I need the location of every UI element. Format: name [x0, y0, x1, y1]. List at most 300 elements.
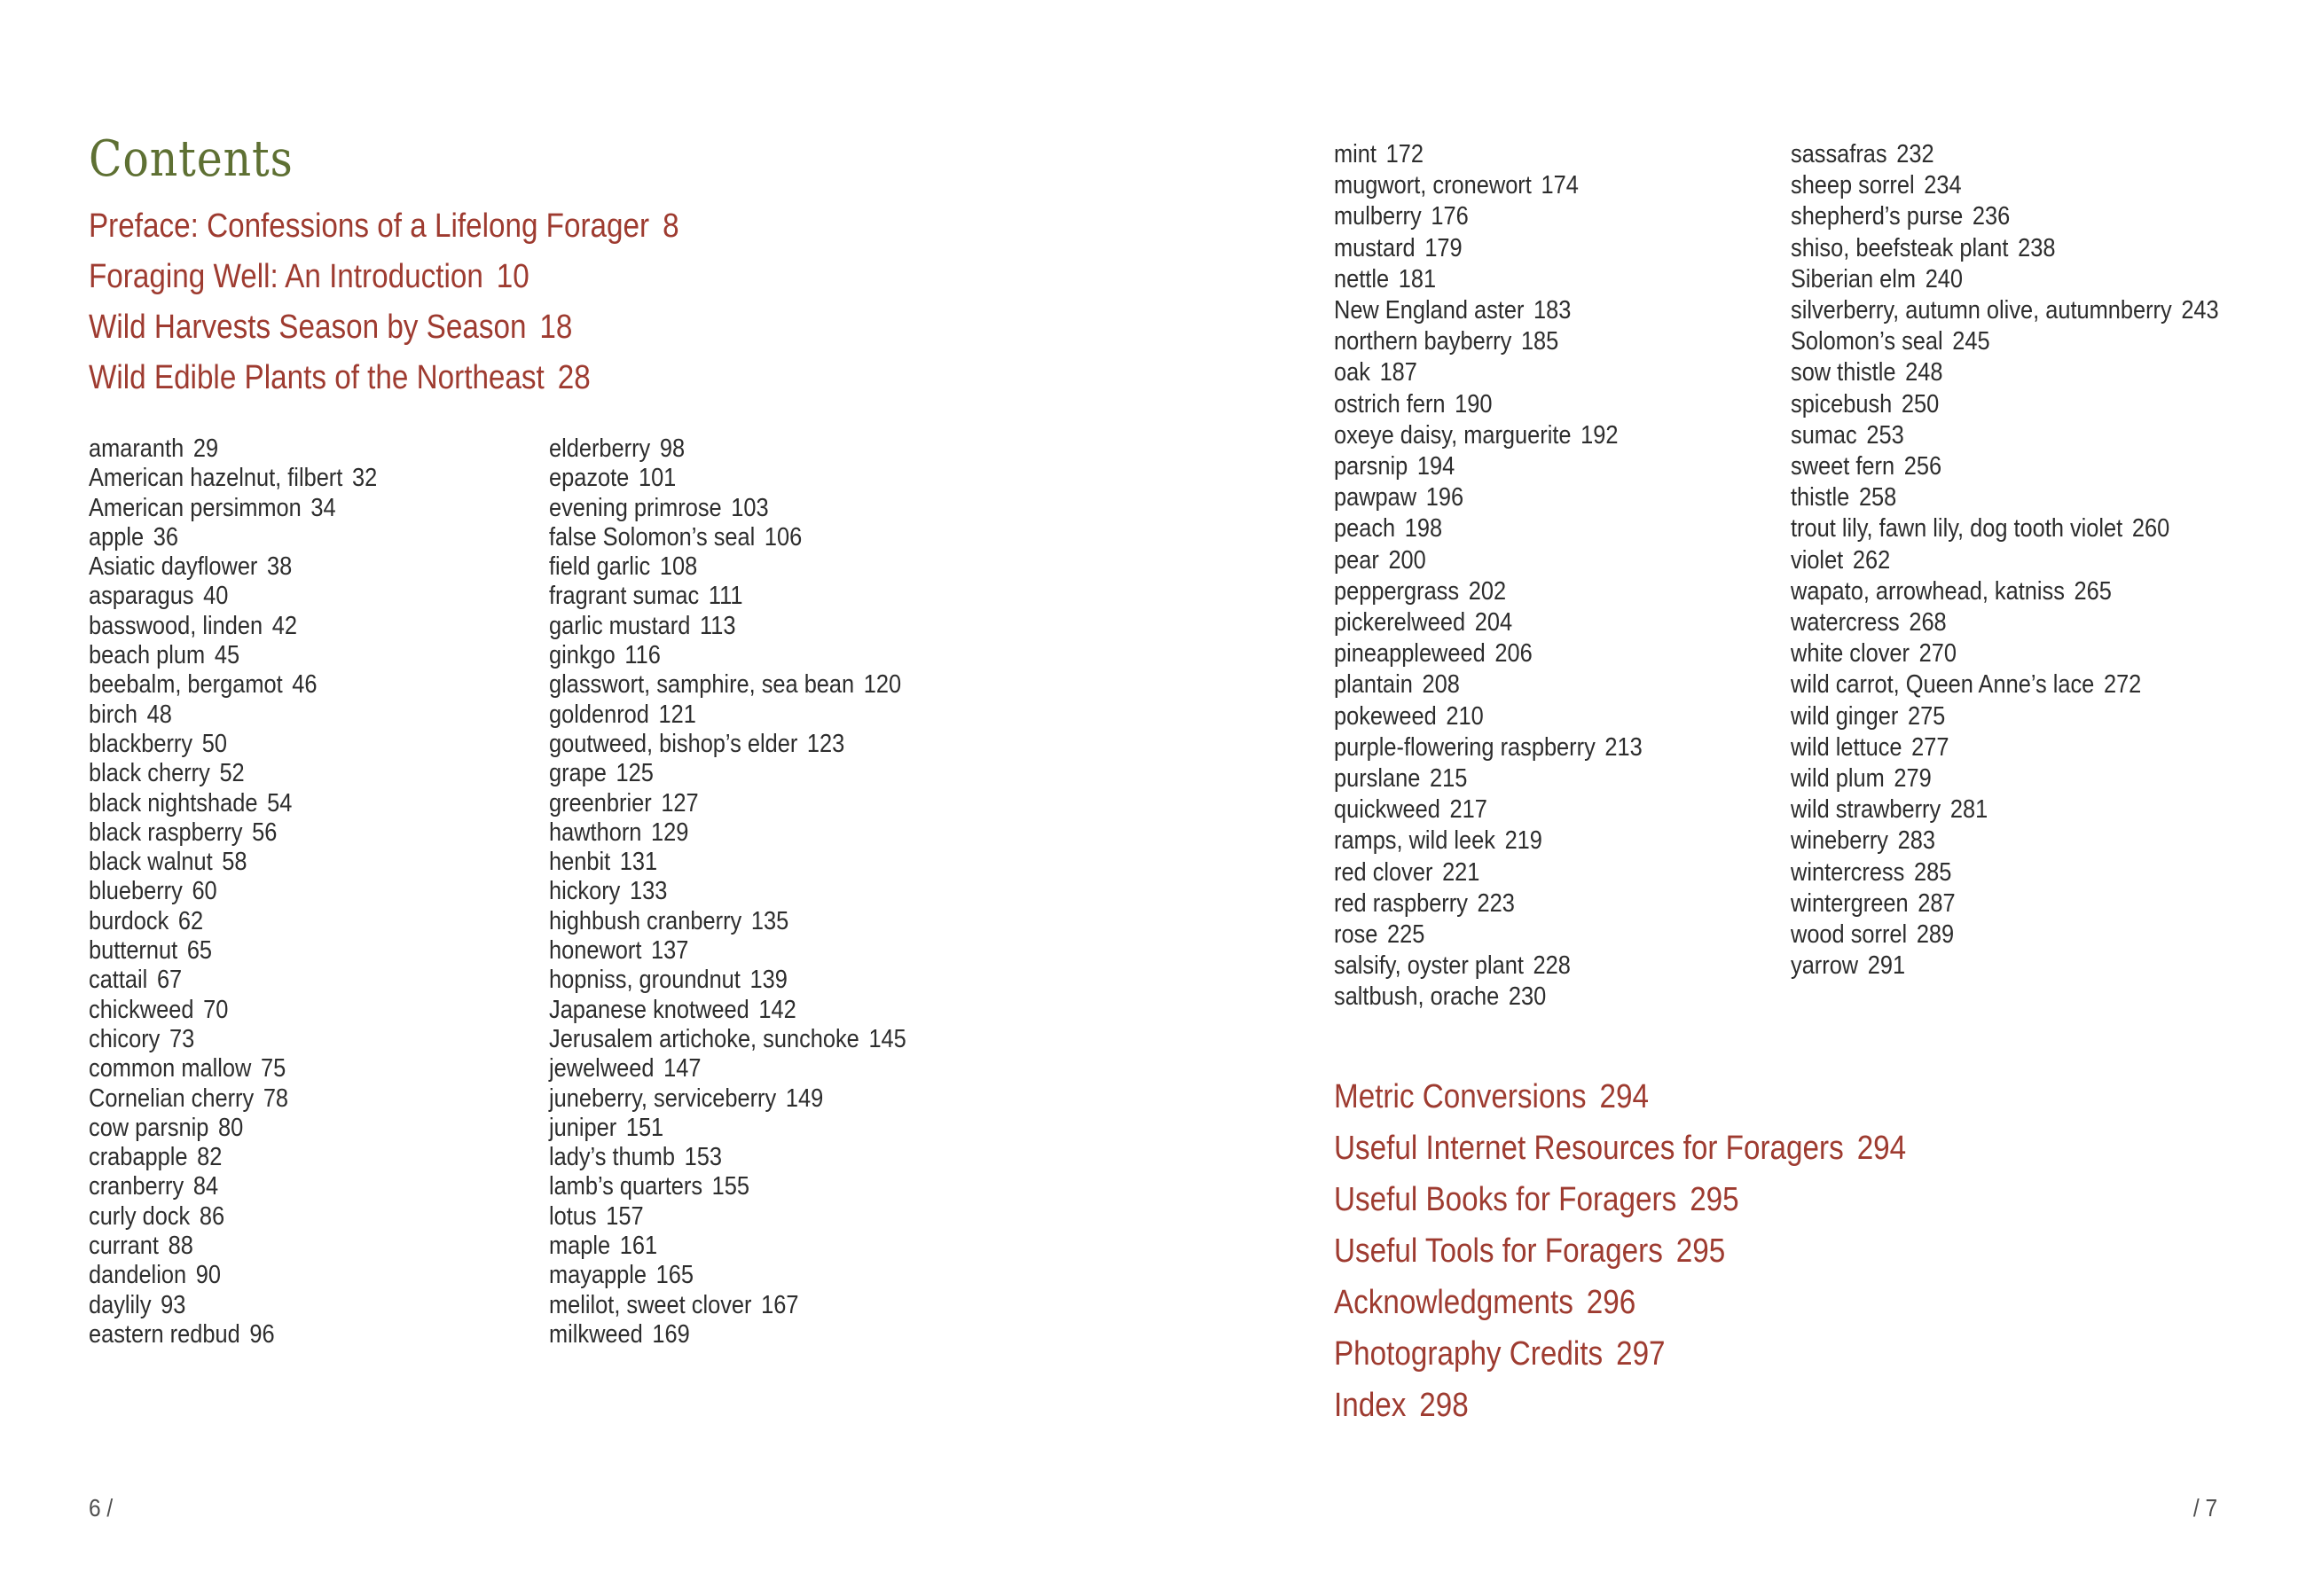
toc-plant-entry [1334, 888, 1643, 919]
toc-section-entry [1334, 1328, 1906, 1380]
toc-plant-entry [89, 1320, 377, 1350]
toc-section-entry [1334, 1277, 1906, 1328]
toc-entry-page: 221 [1442, 857, 1480, 887]
toc-entry-name: wild strawberry [1791, 795, 1941, 825]
toc-entry-name: butternut [89, 936, 178, 966]
toc-plant-entry [1791, 420, 2219, 451]
toc-entry-page: 52 [219, 759, 245, 788]
toc-entry-page: 73 [169, 1024, 195, 1053]
page-number-left: 6 / [89, 1494, 114, 1522]
toc-entry-page: 129 [651, 818, 689, 847]
toc-entry-name: rose [1334, 920, 1378, 950]
toc-entry-name: Cornelian cherry [89, 1084, 255, 1113]
toc-plant-entry [1791, 357, 2219, 388]
toc-plant-entry [1334, 919, 1643, 951]
toc-entry-page: 96 [249, 1319, 275, 1349]
toc-plant-entry [1334, 576, 1643, 607]
toc-entry-page: 219 [1504, 826, 1542, 856]
toc-entry-page: 80 [218, 1113, 244, 1142]
toc-plant-entry [549, 1261, 906, 1290]
toc-plant-entry [1334, 357, 1643, 388]
toc-entry-name: hawthorn [549, 818, 642, 847]
toc-plant-entry [89, 877, 377, 906]
toc-entry-page: 260 [2131, 514, 2170, 544]
toc-entry-page: 145 [868, 1024, 906, 1053]
toc-entry-name: wood sorrel [1791, 920, 1908, 950]
toc-plant-entry [1334, 951, 1643, 982]
toc-plant-entry [1334, 420, 1643, 451]
toc-plant-entry [549, 1084, 906, 1114]
toc-entry-page: 151 [625, 1113, 664, 1142]
toc-plant-entry [549, 789, 906, 818]
toc-plant-entry [89, 670, 377, 700]
toc-plant-entry [1334, 638, 1643, 669]
toc-entry-page: 275 [1907, 701, 1946, 731]
toc-entry-page: 206 [1494, 639, 1533, 669]
toc-entry-name: Metric Conversions [1334, 1078, 1587, 1115]
toc-entry-name: blueberry [89, 877, 183, 906]
toc-plant-entry [1334, 607, 1643, 638]
toc-plant-entry [89, 1114, 377, 1143]
toc-entry-name: elderberry [549, 434, 651, 463]
toc-entry-page: 272 [2103, 670, 2142, 700]
toc-entry-name: mulberry [1334, 202, 1422, 231]
toc-entry-name: Siberian elm [1791, 264, 1917, 293]
toc-plant-entry [1791, 919, 2219, 951]
toc-plant-entry [1791, 701, 2219, 732]
toc-entry-name: chickweed [89, 995, 194, 1024]
toc-entry-name: American hazelnut, filbert [89, 464, 343, 493]
toc-entry-page: 149 [785, 1084, 824, 1113]
toc-plant-entry [1334, 545, 1643, 576]
toc-entry-page: 167 [761, 1290, 799, 1319]
toc-plant-entry [549, 1054, 906, 1084]
toc-entry-page: 210 [1446, 701, 1484, 731]
toc-entry-page: 217 [1449, 795, 1487, 825]
toc-entry-page: 223 [1477, 888, 1515, 918]
toc-entry-page: 236 [1972, 202, 2011, 231]
toc-entry-page: 155 [711, 1172, 749, 1201]
toc-entry-page: 90 [195, 1261, 221, 1290]
toc-plant-entry [89, 907, 377, 936]
toc-plant-entry [1791, 888, 2219, 919]
toc-plant-entry [1334, 701, 1643, 732]
toc-plant-entry [89, 582, 377, 611]
toc-entry-name: Jerusalem artichoke, sunchoke [549, 1024, 859, 1053]
toc-entry-page: 106 [764, 522, 803, 552]
toc-plant-entry [1334, 233, 1643, 264]
toc-entry-page: 111 [708, 582, 743, 611]
toc-entry-name: sow thistle [1791, 358, 1896, 387]
toc-entry-name: hopniss, groundnut [549, 966, 741, 995]
toc-plant-entry [1334, 170, 1643, 201]
toc-entry-page: 245 [1952, 327, 1990, 356]
toc-entry-name: purple-flowering raspberry [1334, 732, 1596, 762]
toc-entry-name: ramps, wild leek [1334, 826, 1495, 856]
toc-plant-entry [1334, 451, 1643, 482]
toc-entry-name: henbit [549, 848, 611, 877]
toc-entry-name: Solomon’s seal [1791, 327, 1943, 356]
toc-entry-page: 29 [192, 434, 219, 463]
toc-entry-name: lamb’s quarters [549, 1172, 703, 1201]
toc-entry-name: birch [89, 700, 138, 729]
toc-entry-name: amaranth [89, 434, 184, 463]
toc-plant-entry [1791, 201, 2219, 232]
toc-entry-name: mayapple [549, 1261, 647, 1290]
toc-entry-page: 32 [351, 464, 378, 493]
toc-entry-page: 190 [1455, 389, 1493, 419]
toc-plant-entry [89, 641, 377, 670]
toc-entry-name: sweet fern [1791, 452, 1895, 481]
toc-entry-page: 78 [263, 1084, 289, 1113]
toc-entry-name: yarrow [1791, 951, 1859, 981]
toc-entry-page: 42 [271, 611, 297, 640]
toc-entry-page: 294 [1856, 1130, 1907, 1167]
toc-plant-entry [1791, 139, 2219, 170]
toc-plant-entry [89, 730, 377, 759]
toc-entry-name: Wild Harvests Season by Season [89, 309, 527, 346]
toc-entry-page: 70 [203, 995, 229, 1024]
toc-entry-page: 202 [1468, 576, 1507, 606]
toc-entry-name: hickory [549, 877, 621, 906]
toc-entry-page: 54 [267, 788, 293, 818]
toc-entry-page: 131 [619, 848, 658, 877]
toc-entry-page: 176 [1431, 202, 1469, 231]
toc-entry-page: 200 [1388, 545, 1426, 575]
toc-entry-name: milkweed [549, 1319, 643, 1349]
toc-plant-entry [1791, 669, 2219, 700]
toc-entry-page: 86 [199, 1201, 225, 1231]
toc-entry-page: 285 [1913, 857, 1952, 887]
toc-entry-page: 120 [863, 670, 902, 700]
toc-entry-name: juniper [549, 1113, 617, 1142]
toc-entry-page: 277 [1911, 732, 1949, 762]
toc-entry-name: blackberry [89, 729, 193, 758]
toc-entry-name: wild lettuce [1791, 732, 1902, 762]
toc-entry-page: 283 [1897, 826, 1935, 856]
toc-plant-entry [549, 494, 906, 523]
toc-entry-name: wapato, arrowhead, katniss [1791, 576, 2065, 606]
toc-plant-entry [1334, 794, 1643, 825]
toc-plant-entry [549, 612, 906, 641]
toc-entry-name: spicebush [1791, 389, 1893, 419]
toc-entry-page: 192 [1580, 420, 1619, 450]
toc-entry-page: 268 [1909, 608, 1947, 638]
toc-plant-entry [89, 1232, 377, 1261]
toc-entry-name: salsify, oyster plant [1334, 951, 1524, 981]
toc-entry-name: sheep sorrel [1791, 171, 1915, 200]
toc-plant-entry [1791, 389, 2219, 420]
toc-plant-entry [1791, 794, 2219, 825]
toc-entry-page: 133 [630, 877, 668, 906]
toc-plant-entry [549, 1172, 906, 1201]
toc-entry-name: sumac [1791, 420, 1857, 450]
toc-plant-entry [89, 1025, 377, 1054]
toc-plant-entry [1334, 482, 1643, 513]
toc-entry-name: daylily [89, 1290, 152, 1319]
toc-entry-name: pawpaw [1334, 483, 1417, 512]
back-matter-list [1334, 1071, 1906, 1431]
toc-entry-page: 65 [186, 936, 213, 966]
toc-entry-page: 75 [260, 1054, 286, 1084]
toc-entry-page: 45 [214, 641, 240, 670]
toc-entry-name: beach plum [89, 641, 206, 670]
toc-plant-entry [89, 612, 377, 641]
toc-entry-name: Useful Tools for Foragers [1334, 1232, 1663, 1270]
toc-entry-name: mugwort, cronewort [1334, 171, 1532, 200]
toc-entry-page: 50 [201, 729, 227, 758]
toc-plant-entry [1791, 482, 2219, 513]
toc-entry-name: Useful Books for Foragers [1334, 1181, 1677, 1218]
toc-entry-name: lotus [549, 1201, 597, 1231]
toc-plant-entry [89, 936, 377, 966]
toc-entry-name: beebalm, bergamot [89, 670, 283, 700]
toc-plant-entry [549, 877, 906, 906]
toc-entry-page: 289 [1916, 920, 1955, 950]
toc-entry-page: 185 [1520, 327, 1559, 356]
toc-plant-entry [549, 1320, 906, 1350]
toc-plant-entry [89, 789, 377, 818]
toc-entry-name: silverberry, autumn olive, autumnberry [1791, 296, 2172, 325]
toc-entry-page: 161 [619, 1232, 658, 1261]
toc-plant-entry [89, 1202, 377, 1232]
toc-plant-entry [89, 1261, 377, 1290]
toc-entry-name: peppergrass [1334, 576, 1460, 606]
toc-plant-entry [89, 1172, 377, 1201]
toc-plant-entry [549, 730, 906, 759]
toc-plant-entry [1791, 825, 2219, 857]
toc-entry-page: 208 [1422, 670, 1460, 700]
toc-section-entry [1334, 1380, 1906, 1431]
toc-entry-name: melilot, sweet clover [549, 1290, 752, 1319]
toc-entry-page: 147 [663, 1054, 702, 1084]
toc-entry-name: nettle [1334, 264, 1390, 293]
toc-entry-page: 142 [758, 995, 796, 1024]
toc-entry-name: wild carrot, Queen Anne’s lace [1791, 670, 2095, 700]
toc-plant-entry [89, 434, 377, 464]
toc-entry-page: 287 [1918, 888, 1956, 918]
toc-entry-page: 123 [806, 729, 845, 758]
toc-entry-name: shepherd’s purse [1791, 202, 1964, 231]
toc-entry-name: glasswort, samphire, sea bean [549, 670, 855, 700]
toc-entry-page: 298 [1419, 1387, 1469, 1424]
toc-entry-name: field garlic [549, 552, 651, 582]
toc-entry-name: chicory [89, 1024, 161, 1053]
toc-entry-name: evening primrose [549, 493, 722, 522]
toc-entry-name: maple [549, 1232, 611, 1261]
toc-entry-name: quickweed [1334, 795, 1440, 825]
toc-entry-page: 116 [624, 641, 661, 670]
toc-entry-name: violet [1791, 545, 1844, 575]
toc-section-entry [1334, 1123, 1906, 1174]
toc-entry-page: 103 [731, 493, 769, 522]
toc-entry-name: wintergreen [1791, 888, 1909, 918]
toc-entry-name: pickerelweed [1334, 608, 1466, 638]
toc-entry-page: 258 [1858, 483, 1897, 512]
toc-entry-name: ostrich fern [1334, 389, 1446, 419]
toc-plant-entry [89, 1054, 377, 1084]
toc-entry-page: 265 [2074, 576, 2112, 606]
toc-entry-name: honewort [549, 936, 642, 966]
toc-plant-entry [1334, 669, 1643, 700]
toc-entry-name: black walnut [89, 848, 213, 877]
toc-plant-entry [549, 552, 906, 582]
toc-entry-name: Asiatic dayflower [89, 552, 258, 582]
toc-plant-entry [549, 759, 906, 788]
toc-plant-entry [549, 818, 906, 848]
toc-plant-entry [89, 818, 377, 848]
toc-entry-page: 88 [168, 1232, 193, 1261]
toc-entry-name: mint [1334, 140, 1377, 168]
toc-plant-entry [1334, 139, 1643, 170]
toc-plant-entry [89, 464, 377, 493]
toc-entry-page: 270 [1918, 639, 1957, 669]
toc-entry-name: greenbrier [549, 788, 652, 818]
toc-entry-name: parsnip [1334, 452, 1408, 481]
toc-plant-entry [549, 464, 906, 493]
toc-entry-name: pear [1334, 545, 1379, 575]
toc-plant-entry [549, 641, 906, 670]
toc-plant-entry [1791, 513, 2219, 544]
toc-entry-page: 183 [1533, 296, 1572, 325]
toc-entry-page: 113 [700, 611, 736, 640]
toc-section-entry [1334, 1174, 1906, 1225]
toc-entry-name: goldenrod [549, 700, 649, 729]
toc-entry-page: 84 [192, 1172, 219, 1201]
toc-plant-entry [89, 1143, 377, 1172]
toc-entry-page: 10 [496, 258, 529, 295]
toc-plant-entry [89, 759, 377, 788]
toc-plant-entry [1791, 233, 2219, 264]
toc-entry-name: dandelion [89, 1261, 187, 1290]
toc-plant-entry [89, 1291, 377, 1320]
toc-plant-entry [1334, 763, 1643, 794]
toc-plant-entry [89, 700, 377, 730]
toc-entry-name: mustard [1334, 233, 1416, 262]
toc-plant-entry [89, 552, 377, 582]
toc-entry-page: 67 [156, 966, 183, 995]
toc-entry-name: curly dock [89, 1201, 191, 1231]
toc-plant-entry [549, 700, 906, 730]
toc-entry-page: 172 [1385, 140, 1424, 168]
toc-plant-entry [549, 1232, 906, 1261]
toc-plant-entry [1791, 451, 2219, 482]
toc-entry-page: 8 [663, 207, 679, 245]
toc-entry-name: cranberry [89, 1172, 184, 1201]
toc-entry-name: fragrant sumac [549, 582, 700, 611]
toc-plant-entry [549, 1202, 906, 1232]
toc-entry-name: watercress [1791, 608, 1900, 638]
toc-entry-page: 169 [652, 1319, 690, 1349]
toc-entry-name: pineappleweed [1334, 639, 1486, 669]
toc-entry-page: 137 [651, 936, 689, 966]
toc-entry-page: 101 [638, 464, 677, 493]
toc-entry-name: jewelweed [549, 1054, 655, 1084]
plant-column-1 [89, 434, 377, 1350]
toc-entry-page: 179 [1424, 233, 1463, 262]
toc-entry-page: 294 [1599, 1078, 1650, 1115]
front-matter-list [89, 201, 679, 403]
toc-entry-name: northern bayberry [1334, 327, 1512, 356]
toc-entry-page: 248 [1905, 358, 1943, 387]
toc-plant-entry [1791, 638, 2219, 669]
toc-entry-page: 198 [1404, 514, 1443, 544]
toc-entry-name: highbush cranberry [549, 906, 742, 935]
toc-entry-name: sassafras [1791, 140, 1887, 168]
toc-plant-entry [1791, 545, 2219, 576]
toc-plant-entry [1791, 576, 2219, 607]
toc-entry-name: red clover [1334, 857, 1433, 887]
toc-entry-name: common mallow [89, 1054, 252, 1084]
toc-entry-name: peach [1334, 514, 1396, 544]
toc-entry-name: oak [1334, 358, 1370, 387]
toc-entry-name: apple [89, 522, 145, 552]
toc-entry-name: white clover [1791, 639, 1910, 669]
toc-plant-entry [1334, 389, 1643, 420]
toc-plant-entry [549, 848, 906, 877]
toc-plant-entry [549, 434, 906, 464]
toc-entry-name: Acknowledgments [1334, 1284, 1573, 1321]
toc-entry-page: 225 [1387, 920, 1425, 950]
plant-column-2 [549, 434, 906, 1350]
toc-plant-entry [89, 494, 377, 523]
toc-plant-entry [89, 1084, 377, 1114]
toc-entry-page: 232 [1896, 140, 1934, 168]
toc-entry-page: 187 [1379, 358, 1417, 387]
page-title: Contents [89, 129, 294, 188]
toc-plant-entry [1791, 295, 2219, 326]
toc-plant-entry [1791, 763, 2219, 794]
toc-entry-name: plantain [1334, 670, 1413, 700]
toc-plant-entry [1791, 264, 2219, 295]
toc-plant-entry [89, 966, 377, 995]
toc-plant-entry [1334, 513, 1643, 544]
toc-plant-entry [549, 523, 906, 552]
toc-entry-name: oxeye daisy, marguerite [1334, 420, 1572, 450]
toc-entry-name: Wild Edible Plants of the Northeast [89, 359, 545, 396]
toc-entry-page: 279 [1894, 764, 1932, 794]
toc-entry-name: black nightshade [89, 788, 258, 818]
toc-entry-page: 36 [153, 522, 178, 552]
toc-entry-page: 234 [1924, 171, 1962, 200]
toc-plant-entry [549, 1143, 906, 1172]
toc-plant-entry [549, 966, 906, 995]
toc-entry-page: 40 [203, 582, 229, 611]
toc-entry-name: pokeweed [1334, 701, 1437, 731]
toc-entry-page: 204 [1474, 608, 1513, 638]
toc-plant-entry [1791, 326, 2219, 357]
toc-entry-page: 121 [658, 700, 696, 729]
toc-entry-page: 48 [146, 700, 172, 729]
toc-entry-page: 28 [557, 359, 591, 396]
toc-entry-name: Foraging Well: An Introduction [89, 258, 483, 295]
toc-entry-page: 153 [684, 1143, 722, 1172]
toc-entry-page: 157 [606, 1201, 644, 1231]
toc-plant-entry [549, 1025, 906, 1054]
toc-entry-page: 125 [616, 759, 654, 788]
toc-entry-page: 215 [1429, 764, 1468, 794]
toc-entry-page: 250 [1901, 389, 1940, 419]
toc-plant-entry [89, 996, 377, 1025]
toc-entry-name: American persimmon [89, 493, 302, 522]
toc-entry-name: trout lily, fawn lily, dog tooth violet [1791, 514, 2123, 544]
toc-section-entry [89, 353, 679, 403]
toc-entry-name: shiso, beefsteak plant [1791, 233, 2009, 262]
toc-entry-name: black raspberry [89, 818, 243, 847]
toc-section-entry [89, 302, 679, 353]
toc-entry-page: 228 [1533, 951, 1571, 981]
toc-entry-name: crabapple [89, 1143, 188, 1172]
